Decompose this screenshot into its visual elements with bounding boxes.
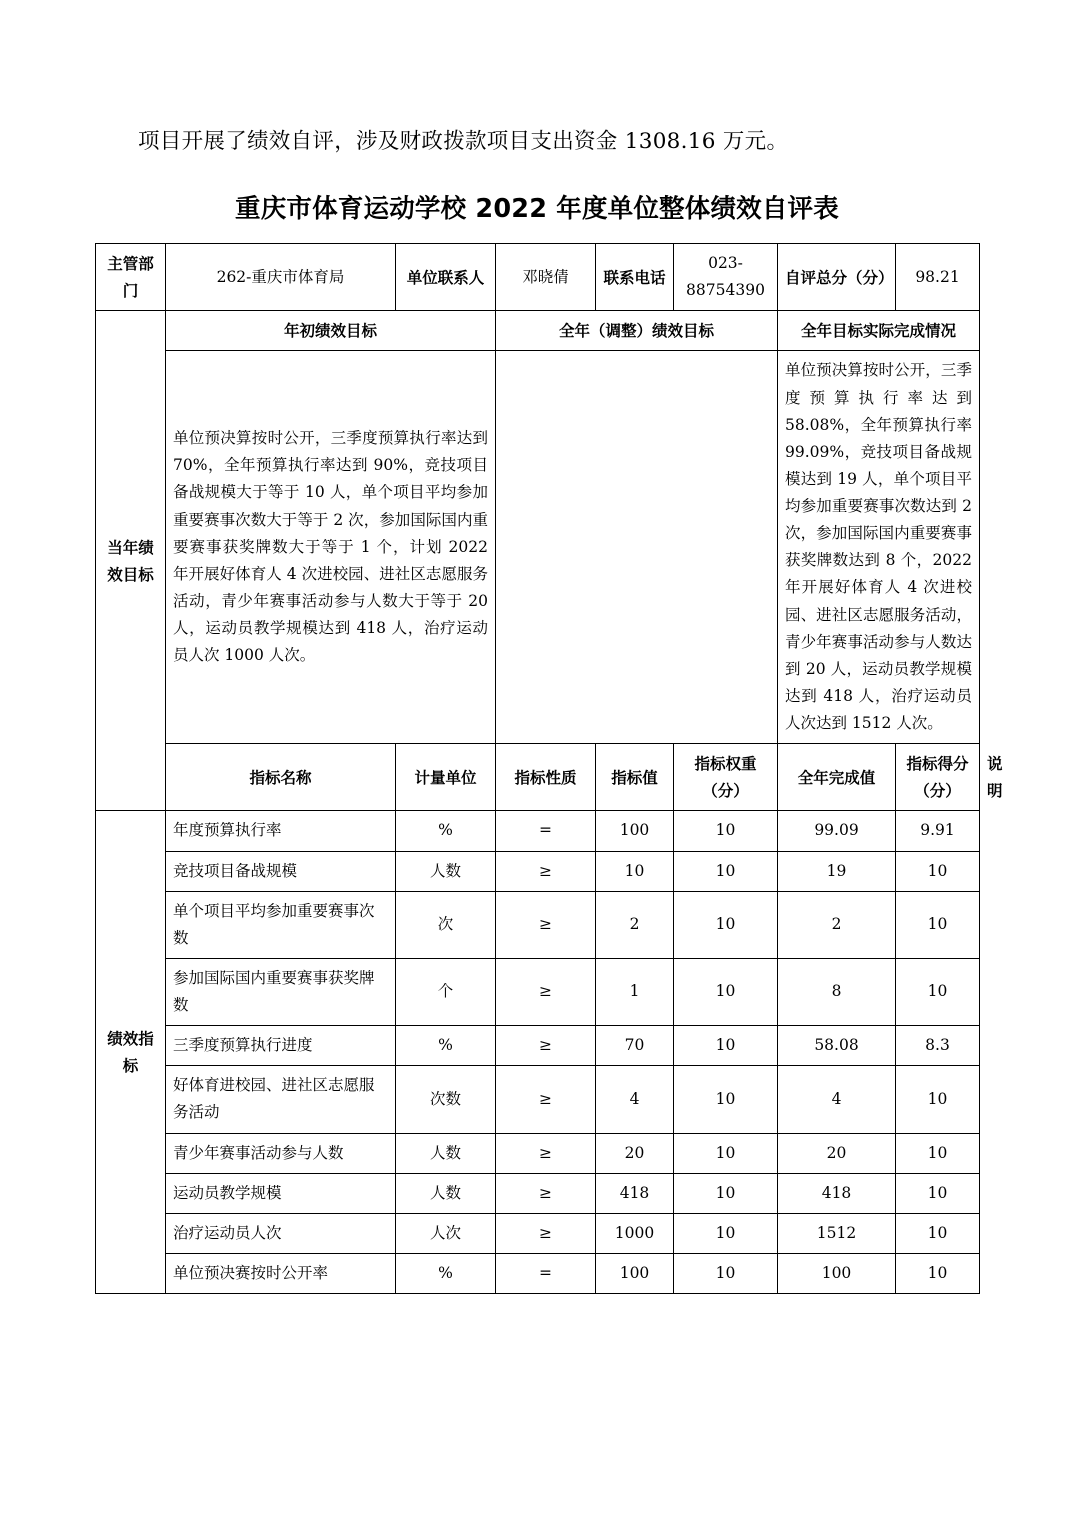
table-row	[96, 958, 980, 1025]
indicator-actual: 2	[778, 891, 896, 958]
indicator-score: 10	[896, 1253, 980, 1293]
indicator-unit: %	[396, 811, 496, 851]
page-title: 重庆市体育运动学校 2022 年度单位整体绩效自评表	[235, 194, 839, 224]
indicator-weight: 10	[674, 1253, 778, 1293]
indicator-weight: 10	[674, 891, 778, 958]
actual-goal-header: 全年目标实际完成情况	[778, 311, 980, 351]
indicator-unit: 个	[396, 958, 496, 1025]
table-row	[96, 1253, 980, 1293]
table-row-indicator-columns: 指标名称 计量单位 指标性质 指标值 指标权重（分） 全年完成值 指标得分（分） 说明	[96, 744, 980, 811]
adjusted-goal-text	[496, 351, 778, 744]
indicator-nature: ≥	[496, 1173, 596, 1213]
indicator-score: 10	[896, 1133, 980, 1173]
table-row-goals-content	[96, 351, 980, 744]
indicator-score: 10	[896, 1066, 980, 1133]
indicator-target: 20	[596, 1133, 674, 1173]
col-unit: 计量单位	[396, 744, 496, 811]
col-actual: 全年完成值	[778, 744, 896, 811]
indicator-target: 10	[596, 851, 674, 891]
indicator-name: 单位预决赛按时公开率	[166, 1253, 396, 1293]
indicator-nature: ≥	[496, 1026, 596, 1066]
indicator-unit: 次数	[396, 1066, 496, 1133]
initial-goal-text: 单位预决算按时公开，三季度预算执行率达到 70%，全年预算执行率达到 90%，竞技项目备战规模大于等于 10 人，单个项目平均参加重要赛事次数大于等于 2 次，参加国际国内重要赛事获奖牌数大于等于 1 个，计划 2022 年开展好体育人 4 次进校园、进社区志愿服务活动，青少年赛事活动参与人数大于等于 20 人，运动员教学规模达到 418 人，治疗运动员人次 1000 人次。	[166, 351, 496, 744]
table-row	[96, 851, 980, 891]
indicator-target: 1	[596, 958, 674, 1025]
indicator-score: 10	[896, 1173, 980, 1213]
indicator-unit: %	[396, 1026, 496, 1066]
indicator-unit: 人数	[396, 851, 496, 891]
indicator-actual: 418	[778, 1173, 896, 1213]
indicator-target: 2	[596, 891, 674, 958]
indicator-actual: 19	[778, 851, 896, 891]
indicator-nature: ≥	[496, 958, 596, 1025]
indicator-weight: 10	[674, 1133, 778, 1173]
indicator-weight: 10	[674, 1066, 778, 1133]
indicator-target: 100	[596, 1253, 674, 1293]
indicator-score: 10	[896, 1213, 980, 1253]
indicator-weight: 10	[674, 811, 778, 851]
indicator-score: 8.3	[896, 1026, 980, 1066]
indicator-name: 参加国际国内重要赛事获奖牌数	[166, 958, 396, 1025]
phone-label: 联系电话	[596, 244, 674, 311]
col-target: 指标值	[596, 744, 674, 811]
performance-indicators-label: 绩效指标	[96, 811, 166, 1294]
indicator-target: 100	[596, 811, 674, 851]
indicator-nature: =	[496, 811, 596, 851]
indicator-target: 70	[596, 1026, 674, 1066]
table-row	[96, 1133, 980, 1173]
phone-value: 023-88754390	[674, 244, 778, 311]
indicator-name: 单个项目平均参加重要赛事次数	[166, 891, 396, 958]
indicator-nature: ≥	[496, 1133, 596, 1173]
indicator-name: 治疗运动员人次	[166, 1213, 396, 1253]
indicator-unit: 人数	[396, 1173, 496, 1213]
performance-self-evaluation-table	[95, 243, 1003, 1294]
indicator-nature: ≥	[496, 891, 596, 958]
indicator-weight: 10	[674, 1173, 778, 1213]
indicator-nature: =	[496, 1253, 596, 1293]
actual-goal-text: 单位预决算按时公开，三季度预算执行率达到 58.08%，全年预算执行率 99.09%，竞技项目备战规模达到 19 人，单个项目平均参加重要赛事次数达到 2 次，参加国际国内重要赛事获奖牌数达到 8 个，2022 年开展好体育人 4 次进校园、进社区志愿服务活动，青少年赛事活动参与人数达到 20 人，运动员教学规模达到 418 人，治疗运动员人次达到 1512 人次。	[778, 351, 980, 744]
indicator-target: 418	[596, 1173, 674, 1213]
dept-label: 主管部门	[96, 244, 166, 311]
indicator-weight: 10	[674, 851, 778, 891]
indicator-actual: 58.08	[778, 1026, 896, 1066]
table-row	[96, 1066, 980, 1133]
total-score-value: 98.21	[896, 244, 980, 311]
indicator-actual: 1512	[778, 1213, 896, 1253]
contact-value: 邓晓倩	[496, 244, 596, 311]
indicator-name: 竞技项目备战规模	[166, 851, 396, 891]
table-row	[96, 1026, 980, 1066]
indicator-target: 4	[596, 1066, 674, 1133]
indicator-weight: 10	[674, 1026, 778, 1066]
total-score-label: 自评总分（分）	[778, 244, 896, 311]
indicator-target: 1000	[596, 1213, 674, 1253]
indicator-actual: 20	[778, 1133, 896, 1173]
table-row	[96, 811, 980, 851]
intro-paragraph: 项目开展了绩效自评，涉及财政拨款项目支出资金 1308.16 万元。	[138, 129, 789, 154]
indicator-score: 9.91	[896, 811, 980, 851]
indicator-actual: 8	[778, 958, 896, 1025]
col-nature: 指标性质	[496, 744, 596, 811]
table-row	[96, 1213, 980, 1253]
indicator-name: 年度预算执行率	[166, 811, 396, 851]
indicator-score: 10	[896, 958, 980, 1025]
initial-goal-header: 年初绩效目标	[166, 311, 496, 351]
indicator-score: 10	[896, 891, 980, 958]
indicator-unit: %	[396, 1253, 496, 1293]
indicator-unit: 次	[396, 891, 496, 958]
indicator-actual: 4	[778, 1066, 896, 1133]
indicator-nature: ≥	[496, 1213, 596, 1253]
adjusted-goal-header: 全年（调整）绩效目标	[496, 311, 778, 351]
indicator-nature: ≥	[496, 1066, 596, 1133]
indicator-weight: 10	[674, 1213, 778, 1253]
col-weight: 指标权重（分）	[674, 744, 778, 811]
indicator-name: 好体育进校园、进社区志愿服务活动	[166, 1066, 396, 1133]
indicator-unit: 人次	[396, 1213, 496, 1253]
table-row	[96, 1173, 980, 1213]
indicator-name: 青少年赛事活动参与人数	[166, 1133, 396, 1173]
table-row	[96, 891, 980, 958]
table-row-goals-header	[96, 311, 980, 351]
dept-value: 262-重庆市体育局	[166, 244, 396, 311]
current-year-goal-label: 当年绩效目标	[96, 311, 166, 811]
indicator-score: 10	[896, 851, 980, 891]
contact-label: 单位联系人	[396, 244, 496, 311]
indicator-weight: 10	[674, 958, 778, 1025]
indicator-actual: 99.09	[778, 811, 896, 851]
indicator-name: 三季度预算执行进度	[166, 1026, 396, 1066]
col-score: 指标得分（分）	[896, 744, 980, 811]
table-row-header-info	[96, 244, 980, 311]
col-indicator-name: 指标名称	[166, 744, 396, 811]
indicator-name: 运动员教学规模	[166, 1173, 396, 1213]
indicator-actual: 100	[778, 1253, 896, 1293]
indicator-unit: 人数	[396, 1133, 496, 1173]
indicator-nature: ≥	[496, 851, 596, 891]
